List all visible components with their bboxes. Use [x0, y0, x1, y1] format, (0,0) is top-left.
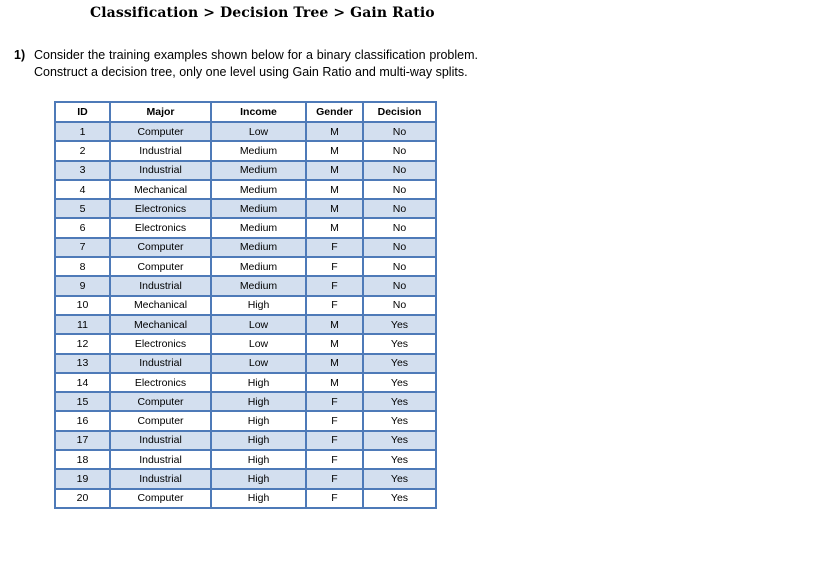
cell-gender: M [306, 161, 363, 180]
cell-decision: Yes [363, 373, 436, 392]
cell-major: Computer [110, 238, 211, 257]
cell-decision: No [363, 218, 436, 237]
cell-gender: F [306, 276, 363, 295]
cell-major: Industrial [110, 141, 211, 160]
cell-income: High [211, 489, 306, 508]
cell-income: High [211, 392, 306, 411]
cell-gender: F [306, 296, 363, 315]
cell-major: Electronics [110, 373, 211, 392]
cell-id: 20 [55, 489, 110, 508]
cell-decision: Yes [363, 315, 436, 334]
cell-decision: Yes [363, 334, 436, 353]
cell-id: 4 [55, 180, 110, 199]
cell-gender: M [306, 180, 363, 199]
cell-major: Industrial [110, 469, 211, 488]
cell-major: Computer [110, 489, 211, 508]
cell-income: Medium [211, 276, 306, 295]
cell-gender: F [306, 469, 363, 488]
cell-income: Medium [211, 238, 306, 257]
question-text: Consider the training examples shown below for a binary classification problem. Construct a decision tree, only one level using Gain Ratio and multi-way splits. [34, 48, 478, 79]
cell-gender: F [306, 411, 363, 430]
cell-major: Industrial [110, 450, 211, 469]
cell-major: Industrial [110, 431, 211, 450]
cell-income: High [211, 450, 306, 469]
cell-gender: M [306, 354, 363, 373]
cell-decision: Yes [363, 354, 436, 373]
cell-major: Industrial [110, 161, 211, 180]
cell-income: High [211, 431, 306, 450]
cell-decision: Yes [363, 431, 436, 450]
table-row [55, 141, 436, 160]
cell-decision: Yes [363, 411, 436, 430]
cell-major: Electronics [110, 218, 211, 237]
cell-id: 18 [55, 450, 110, 469]
cell-id: 16 [55, 411, 110, 430]
cell-decision: Yes [363, 450, 436, 469]
table-row [55, 489, 436, 508]
cell-decision: No [363, 141, 436, 160]
cell-id: 5 [55, 199, 110, 218]
table-row [55, 276, 436, 295]
cell-major: Computer [110, 257, 211, 276]
cell-decision: Yes [363, 469, 436, 488]
cell-income: Medium [211, 199, 306, 218]
table-row [55, 180, 436, 199]
cell-decision: No [363, 296, 436, 315]
header-decision: Decision [363, 102, 436, 122]
cell-income: Low [211, 122, 306, 141]
table-row [55, 334, 436, 353]
cell-income: Low [211, 315, 306, 334]
cell-id: 8 [55, 257, 110, 276]
header-income: Income [211, 102, 306, 122]
cell-id: 3 [55, 161, 110, 180]
cell-decision: Yes [363, 392, 436, 411]
header-gender: Gender [306, 102, 363, 122]
cell-gender: F [306, 238, 363, 257]
cell-major: Electronics [110, 199, 211, 218]
table-row [55, 315, 436, 334]
table-row [55, 161, 436, 180]
cell-income: High [211, 469, 306, 488]
cell-id: 10 [55, 296, 110, 315]
cell-decision: No [363, 238, 436, 257]
cell-id: 7 [55, 238, 110, 257]
cell-id: 2 [55, 141, 110, 160]
page-title: Classification > Decision Tree > Gain Ratio [90, 5, 435, 21]
cell-id: 12 [55, 334, 110, 353]
table-header-row [55, 102, 436, 122]
cell-id: 1 [55, 122, 110, 141]
cell-major: Computer [110, 411, 211, 430]
cell-id: 14 [55, 373, 110, 392]
cell-gender: M [306, 315, 363, 334]
header-id: ID [55, 102, 110, 122]
cell-gender: F [306, 450, 363, 469]
cell-id: 11 [55, 315, 110, 334]
cell-income: High [211, 296, 306, 315]
cell-id: 13 [55, 354, 110, 373]
table-row [55, 373, 436, 392]
header-major: Major [110, 102, 211, 122]
cell-major: Mechanical [110, 180, 211, 199]
table-body [55, 122, 436, 508]
table-row [55, 122, 436, 141]
cell-income: Medium [211, 218, 306, 237]
cell-major: Computer [110, 392, 211, 411]
cell-decision: Yes [363, 489, 436, 508]
cell-income: Medium [211, 180, 306, 199]
cell-income: Low [211, 334, 306, 353]
cell-id: 15 [55, 392, 110, 411]
cell-major: Industrial [110, 354, 211, 373]
cell-gender: F [306, 431, 363, 450]
cell-income: Medium [211, 141, 306, 160]
cell-gender: M [306, 334, 363, 353]
table-row [55, 199, 436, 218]
table-row [55, 392, 436, 411]
table-row [55, 238, 436, 257]
cell-gender: M [306, 218, 363, 237]
question-block [14, 47, 478, 80]
cell-income: Medium [211, 161, 306, 180]
cell-decision: No [363, 122, 436, 141]
training-examples-table [54, 101, 437, 509]
cell-major: Mechanical [110, 315, 211, 334]
cell-income: Low [211, 354, 306, 373]
table-row [55, 450, 436, 469]
cell-decision: No [363, 257, 436, 276]
cell-decision: No [363, 199, 436, 218]
cell-income: Medium [211, 257, 306, 276]
table-row [55, 431, 436, 450]
cell-major: Mechanical [110, 296, 211, 315]
table-row [55, 218, 436, 237]
table-row [55, 257, 436, 276]
cell-major: Computer [110, 122, 211, 141]
cell-major: Electronics [110, 334, 211, 353]
cell-decision: No [363, 180, 436, 199]
table-row [55, 296, 436, 315]
cell-id: 9 [55, 276, 110, 295]
cell-gender: F [306, 392, 363, 411]
cell-gender: M [306, 373, 363, 392]
cell-gender: M [306, 122, 363, 141]
cell-income: High [211, 373, 306, 392]
cell-gender: M [306, 199, 363, 218]
cell-gender: F [306, 257, 363, 276]
question-number: 1) [14, 48, 26, 62]
cell-gender: F [306, 489, 363, 508]
table-row [55, 354, 436, 373]
cell-decision: No [363, 276, 436, 295]
table-row [55, 469, 436, 488]
cell-income: High [211, 411, 306, 430]
table-row [55, 411, 436, 430]
cell-decision: No [363, 161, 436, 180]
cell-id: 6 [55, 218, 110, 237]
cell-major: Industrial [110, 276, 211, 295]
cell-gender: M [306, 141, 363, 160]
cell-id: 19 [55, 469, 110, 488]
cell-id: 17 [55, 431, 110, 450]
